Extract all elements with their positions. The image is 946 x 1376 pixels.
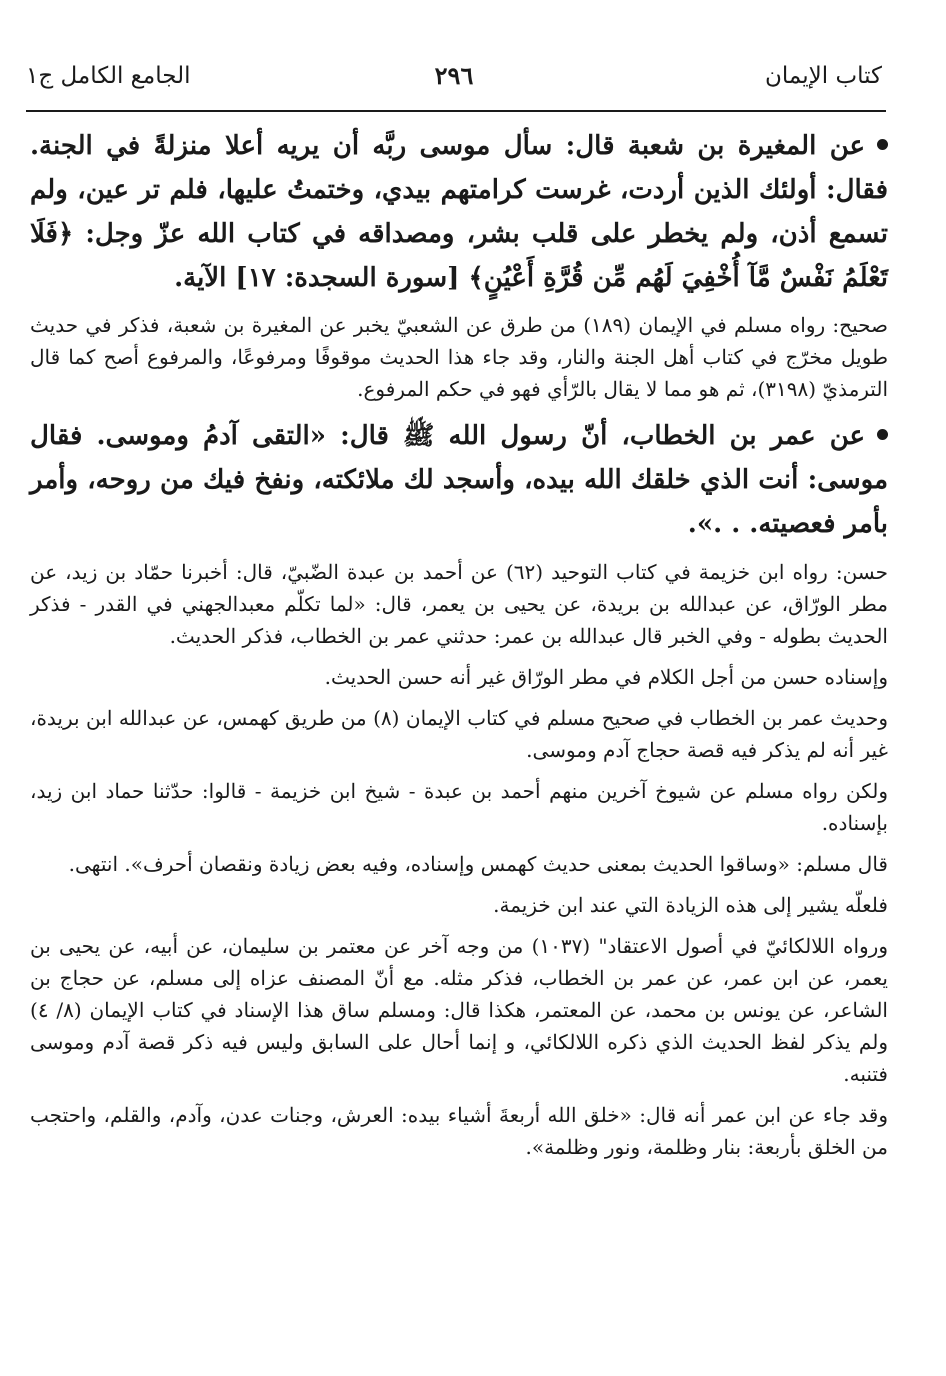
commentary-paragraph: ورواه اللالكائيّ في أصول الاعتقاد" (١٠٣٧) من وجه آخر عن معتمر بن سليمان، عن أبيه، عن يحيى بن يعمر، عن ابن عمر، عن عمر بن الخطاب، فذكر مثله. مع أنّ المصنف عزاه إلى مسلم، عن حجاج بن الشاعر، عن يونس بن محمد، عن المعتمر، هكذا قال: ومسلم ساق هذا الإسناد في كتاب الإيمان (٨/ ٤) ولم يذكر لفظ الحديث الذي ذكره اللالكائي، و إنما أحال على السابق وليس فيه ذكر قصة آدم وموسى فتنبه.: [30, 934, 888, 1086]
hadith-text: عن عمر بن الخطاب، أنّ رسول الله ﷺ قال: «التقى آدمُ وموسى. فقال موسى: أنت الذي خلقك الله بيده، وأسجد لك ملائكته، ونفخ فيك من روحه، وأمر بأمر فعصيته. . .».: [30, 421, 888, 539]
commentary-paragraph: ولكن رواه مسلم عن شيوخ آخرين منهم أحمد بن عبدة - شيخ ابن خزيمة - قالوا: حدّثنا حماد ابن زيد، بإسناده.: [30, 779, 888, 835]
header-rule: [26, 110, 886, 112]
hadith-text: عن المغيرة بن شعبة قال: سأل موسى ربَّه أن يريه أعلا منزلةً في الجنة. فقال: أولئك الذين أردت، غرست كرامتهم بيدي، وختمتُ عليها، فلم تر عين، ولم تسمع أذن، ولم يخطر على قلب بشر، ومصداقه في كتاب الله عزّ وجل: ﴿فَلَا تَعْلَمُ نَفْسٌ مَّآ أُخْفِيَ لَهُم مِّن قُرَّةِ أَعْيُنٍ﴾ [سورة السجدة: ١٧] الآية.: [30, 131, 888, 293]
commentary-paragraph: وإسناده حسن من أجل الكلام في مطر الورّاق غير أنه حسن الحديث.: [324, 665, 888, 689]
commentary-paragraph: حسن: رواه ابن خزيمة في كتاب التوحيد (٦٢) عن أحمد بن عبدة الضّبيّ، قال: أخبرنا حمّاد بن زيد، عن مطر الورّاق، عن عبدالله بن بريدة، عن يحيى بن يعمر، قال: «لما تكلّم معبدالجهني في القدر - فذكر الحديث بطوله - وفي الخبر قال عبدالله بن عمر: حدثني عمر بن الخطاب، فذكر الحديث.: [30, 560, 889, 648]
page-header: [26, 56, 882, 96]
hadith-paragraph: [30, 124, 888, 300]
page-number: ٢٩٦: [434, 61, 474, 90]
hadith-paragraph: [30, 414, 888, 546]
bullet-icon: [877, 429, 888, 440]
book-title: كتاب الإيمان: [765, 63, 882, 89]
commentary-paragraph: صحيح: رواه مسلم في الإيمان (١٨٩) من طرق عن الشعبيّ يخبر عن المغيرة بن شعبة، فذكر في حديث طويل مخرّج في كتاب أهل الجنة والنار، وقد جاء هذا الحديث موقوفًا ومرفوعًا، والمرفوع أصح كما قال الترمذيّ (٣١٩٨)، ثم هو مما لا يقال بالرّأي فهو في حكم المرفوع.: [30, 313, 888, 401]
page-body: [30, 124, 888, 1163]
commentary-paragraph: وحديث عمر بن الخطاب في صحيح مسلم في كتاب الإيمان (٨) من طريق كهمس، عن عبدالله ابن بريدة، غير أنه لم يذكر فيه قصة حجاج آدم وموسى.: [30, 706, 889, 762]
bullet-icon: [877, 139, 888, 150]
series-title: الجامع الكامل ج١: [26, 63, 191, 89]
commentary-paragraph: قال مسلم: «وساقوا الحديث بمعنى حديث كهمس وإسناده، وفيه بعض زيادة ونقصان أحرف». انتهى.: [68, 852, 888, 876]
commentary-paragraph: وقد جاء عن ابن عمر أنه قال: «خلق الله أربعةَ أشياء بيده: العرش، وجنات عدن، وآدم، والقلم، واحتجب من الخلق بأربعة: بنار وظلمة، ونور وظلمة».: [30, 1103, 888, 1159]
commentary-paragraph: فلعلّه يشير إلى هذه الزيادة التي عند ابن خزيمة.: [493, 893, 888, 917]
